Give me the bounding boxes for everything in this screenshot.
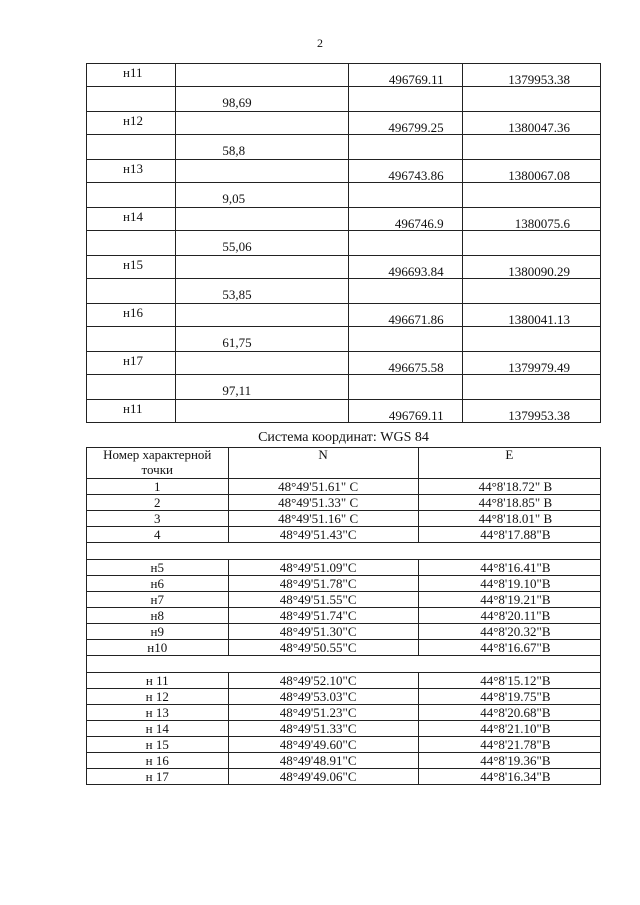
header-point-number: Номер характерной точки [87,448,229,479]
point-number [87,511,229,527]
longitude-text: 44°8'21.78"В [480,737,551,752]
empty-cell [462,231,600,256]
coord-x [349,160,462,183]
wgs-row [87,769,601,785]
latitude-text: 48°49'48.91"С [279,753,357,768]
point-number [87,753,229,769]
latitude-text: 48°49'52.10"С [279,673,357,688]
latitude [228,737,418,753]
empty-cell [349,279,462,304]
coord-x [349,208,462,231]
wgs-row [87,527,601,543]
wgs-row [87,560,601,576]
longitude-text: 44°8'19.10"В [480,576,551,591]
empty-cell [176,256,349,279]
latitude [228,511,418,527]
longitude-text: 44°8'17.88"В [480,527,551,542]
page-number: 2 [317,36,323,50]
latitude [228,495,418,511]
latitude-text: 48°49'51.09"С [279,560,357,575]
wgs-row [87,511,601,527]
point-number [87,479,229,495]
point-name-text: н16 [123,305,143,320]
wgs-row [87,479,601,495]
coord-y-text: 1380090.29 [508,264,570,279]
latitude [228,753,418,769]
latitude [228,576,418,592]
separator-row [87,543,601,560]
coord-x [349,304,462,327]
longitude [418,640,600,656]
longitude-text: 44°8'18.72" В [478,479,553,494]
point-number-text: н 12 [145,689,169,704]
point-number-text: н 15 [145,737,169,752]
empty-cell [176,112,349,135]
segment-length [176,375,349,400]
coord-y [462,64,600,87]
latitude [228,705,418,721]
coord-x [349,112,462,135]
point-number-text: н 11 [145,673,169,688]
latitude [228,608,418,624]
longitude [418,769,600,785]
coord-x-text: 496671.86 [388,312,444,327]
segment-length-text: 53,85 [222,287,252,302]
latitude [228,673,418,689]
segment-row [87,183,601,208]
latitude-text: 48°49'50.55"С [279,640,357,655]
point-name-text: н15 [123,257,143,272]
longitude-text: 44°8'18.01" В [478,511,553,526]
point-number [87,689,229,705]
latitude [228,689,418,705]
latitude-text: 48°49'53.03"С [279,689,357,704]
wgs-row [87,576,601,592]
point-number-text: н9 [150,624,164,639]
wgs-caption: Система координат: WGS 84 [258,430,429,445]
coord-y [462,400,600,423]
point-number-text: 3 [154,511,161,526]
segment-length [176,279,349,304]
coord-y [462,112,600,135]
point-number [87,592,229,608]
point-number [87,527,229,543]
point-name-text: н11 [123,65,143,80]
wgs-row [87,705,601,721]
wgs-row [87,673,601,689]
point-number [87,576,229,592]
point-number [87,769,229,785]
separator-cell [87,543,601,560]
segment-row [87,279,601,304]
empty-cell [349,231,462,256]
point-number-text: н10 [147,640,168,655]
latitude [228,769,418,785]
point-number-text: н5 [150,560,164,575]
point-row [87,304,601,327]
coord-y-text: 1379979.49 [508,360,570,375]
empty-cell [349,375,462,400]
empty-cell [87,327,176,352]
coord-x [349,352,462,375]
latitude-text: 48°49'51.33"С [279,721,357,736]
latitude-text: 48°49'51.16" С [278,511,359,526]
header-e: E [418,448,600,479]
segment-length [176,135,349,160]
coord-y-text: 1379953.38 [508,408,570,423]
msk-coordinates-table [86,63,601,423]
point-row [87,400,601,423]
coord-x-text: 496675.58 [388,360,444,375]
empty-cell [349,87,462,112]
longitude-text: 44°8'19.75"В [480,689,551,704]
point-number-text: 1 [154,479,161,494]
longitude-text: 44°8'18.85" В [478,495,553,510]
coord-x [349,256,462,279]
segment-length-text: 97,11 [222,383,252,398]
latitude-text: 48°49'51.33" С [278,495,359,510]
empty-cell [87,231,176,256]
wgs-row [87,624,601,640]
segment-length [176,327,349,352]
coord-x [349,400,462,423]
longitude-text: 44°8'20.68"В [480,705,551,720]
longitude-text: 44°8'19.36"В [480,753,551,768]
longitude [418,624,600,640]
point-row [87,160,601,183]
point-number [87,705,229,721]
coord-x-text: 496746.9 [394,216,444,231]
segment-row [87,327,601,352]
point-name-text: н11 [123,401,143,416]
wgs-row [87,721,601,737]
segment-length-text: 9,05 [222,191,246,206]
latitude-text: 48°49'49.60"С [279,737,357,752]
segment-row [87,135,601,160]
latitude [228,479,418,495]
point-number-text: н6 [150,576,164,591]
latitude-text: 48°49'51.78"С [279,576,357,591]
segment-length [176,231,349,256]
longitude [418,705,600,721]
empty-cell [462,279,600,304]
latitude-text: 48°49'51.61" С [278,479,359,494]
longitude [418,721,600,737]
point-row [87,64,601,87]
longitude-text: 44°8'16.34"В [480,769,551,784]
wgs84-coordinates-table [86,447,601,785]
longitude [418,592,600,608]
longitude-text: 44°8'21.10"В [480,721,551,736]
coord-x-text: 496799.25 [388,120,444,135]
point-name [87,112,176,135]
longitude [418,576,600,592]
segment-length [176,87,349,112]
empty-cell [176,160,349,183]
point-number-text: н 13 [145,705,169,720]
point-number-text: 4 [154,527,161,542]
coord-x-text: 496769.11 [388,408,444,423]
segment-length-text: 98,69 [222,95,252,110]
point-number [87,737,229,753]
longitude [418,511,600,527]
empty-cell [349,183,462,208]
wgs-row [87,737,601,753]
point-number [87,560,229,576]
separator-cell [87,656,601,673]
empty-cell [87,135,176,160]
point-number-text: н7 [150,592,164,607]
segment-row [87,87,601,112]
point-number-text: н 14 [145,721,169,736]
point-name [87,352,176,375]
empty-cell [87,87,176,112]
latitude-text: 48°49'51.30"С [279,624,357,639]
point-name-text: н12 [123,113,143,128]
coord-y [462,352,600,375]
latitude-text: 48°49'51.23"С [279,705,357,720]
coord-y-text: 1380075.6 [514,216,570,231]
empty-cell [176,400,349,423]
longitude [418,689,600,705]
latitude [228,624,418,640]
longitude [418,560,600,576]
wgs-row [87,689,601,705]
coord-x-text: 496693.84 [388,264,444,279]
point-number-text: н 17 [145,769,169,784]
coord-y-text: 1379953.38 [508,72,570,87]
coord-y [462,208,600,231]
segment-row [87,375,601,400]
point-name [87,400,176,423]
empty-cell [349,327,462,352]
longitude [418,479,600,495]
empty-cell [462,375,600,400]
point-name [87,160,176,183]
empty-cell [176,304,349,327]
point-row [87,352,601,375]
empty-cell [349,135,462,160]
coord-x-text: 496769.11 [388,72,444,87]
empty-cell [87,279,176,304]
latitude [228,640,418,656]
point-name-text: н17 [123,353,143,368]
empty-cell [462,135,600,160]
latitude-text: 48°49'51.43"С [279,527,357,542]
point-number [87,495,229,511]
latitude [228,721,418,737]
empty-cell [462,183,600,208]
wgs-row [87,495,601,511]
latitude-text: 48°49'49.06"С [279,769,357,784]
longitude-text: 44°8'16.67"В [480,640,551,655]
wgs-row [87,753,601,769]
point-number-text: 2 [154,495,161,510]
point-name [87,304,176,327]
coord-y [462,160,600,183]
empty-cell [462,327,600,352]
point-number-text: н 16 [145,753,169,768]
coord-y [462,256,600,279]
longitude [418,753,600,769]
point-number [87,624,229,640]
point-number-text: н8 [150,608,164,623]
longitude-text: 44°8'20.11"В [480,608,551,623]
point-name-text: н13 [123,161,143,176]
segment-row [87,231,601,256]
wgs-header-row [87,448,601,479]
point-name [87,64,176,87]
separator-row [87,656,601,673]
coord-x [349,64,462,87]
coord-y [462,304,600,327]
point-name [87,256,176,279]
segment-length-text: 61,75 [222,335,252,350]
point-number [87,608,229,624]
latitude [228,560,418,576]
latitude-text: 48°49'51.74"С [279,608,357,623]
segment-length-text: 55,06 [222,239,252,254]
longitude [418,737,600,753]
coord-x-text: 496743.86 [388,168,444,183]
point-row [87,208,601,231]
segment-length [176,183,349,208]
longitude-text: 44°8'15.12"В [480,673,551,688]
longitude [418,673,600,689]
coord-y-text: 1380041.13 [508,312,570,327]
longitude [418,495,600,511]
empty-cell [176,64,349,87]
point-number [87,640,229,656]
coord-y-text: 1380067.08 [508,168,570,183]
empty-cell [176,208,349,231]
point-name [87,208,176,231]
point-number [87,721,229,737]
msk-table-body [87,64,601,423]
wgs-row [87,592,601,608]
longitude-text: 44°8'19.21"В [480,592,551,607]
point-row [87,112,601,135]
longitude-text: 44°8'16.41"В [480,560,551,575]
wgs-table-body [87,448,601,785]
longitude [418,608,600,624]
wgs-row [87,640,601,656]
header-n: N [228,448,418,479]
latitude [228,527,418,543]
latitude-text: 48°49'51.55"С [279,592,357,607]
coord-y-text: 1380047.36 [508,120,570,135]
latitude [228,592,418,608]
empty-cell [87,183,176,208]
point-name-text: н14 [123,209,143,224]
point-number [87,673,229,689]
empty-cell [176,352,349,375]
wgs-row [87,608,601,624]
point-row [87,256,601,279]
empty-cell [87,375,176,400]
segment-length-text: 58,8 [222,143,246,158]
empty-cell [462,87,600,112]
longitude-text: 44°8'20.32"В [480,624,551,639]
longitude [418,527,600,543]
